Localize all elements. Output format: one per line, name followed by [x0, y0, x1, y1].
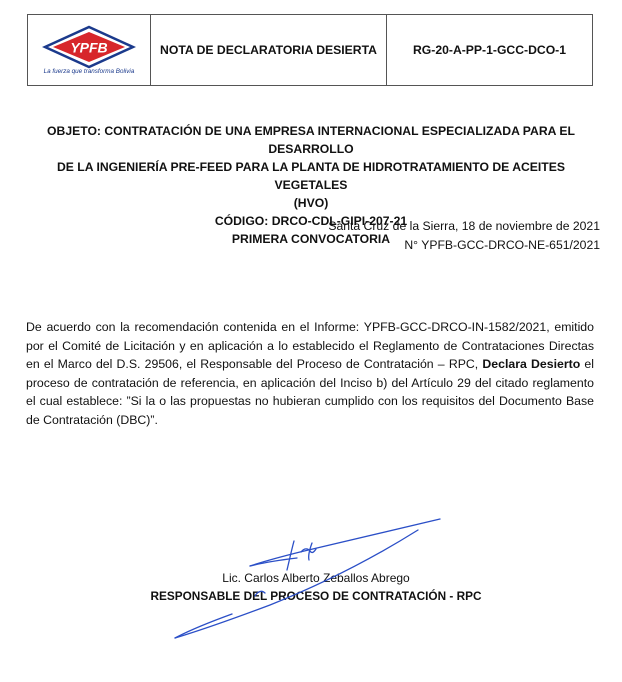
codigo-line: CÓDIGO: DRCO-CDL-GIPI-207-21 — [214, 214, 408, 228]
body-paragraph — [26, 318, 594, 430]
logo-tagline: La fuerza que transforma Bolivia — [43, 68, 135, 75]
objeto-line-2: DE LA INGENIERÍA PRE-FEED PARA LA PLANTA DE HIDROTRATAMIENTO DE ACEITES VEGETALES — [56, 160, 566, 192]
logo-cell — [28, 15, 151, 86]
objeto-line-3: (HVO) — [293, 196, 329, 210]
objeto-line-1: OBJETO: CONTRATACIÓN DE UNA EMPRESA INTERNACIONAL ESPECIALIZADA PARA EL DESARROLLO — [47, 124, 575, 156]
document-title: NOTA DE DECLARATORIA DESIERTA — [151, 15, 387, 86]
signer-name: Lic. Carlos Alberto Zeballos Abrego — [222, 571, 410, 585]
document-code: RG-20-A-PP-1-GCC-DCO-1 — [387, 15, 593, 86]
convocatoria-line: PRIMERA CONVOCATORIA — [231, 232, 391, 246]
ypfb-logo — [42, 25, 136, 69]
body-part-2: el proceso de contratación de referencia, en aplicación del Inciso b) del Artículo 29 del citado reglamento el cual establece: ”Si la o las propuestas no hubieran cumplido con los requisitos del Documento Base de Contratación (DBC)”. — [26, 357, 594, 427]
signer-role: RESPONSABLE DEL PROCESO DE CONTRATACIÓN - RPC — [150, 589, 482, 603]
header-table — [27, 14, 593, 86]
note-number: N° YPFB-GCC-DRCO-NE-651/2021 — [404, 238, 600, 252]
body-part-1: De acuerdo con la recomendación contenida en el Informe: YPFB-GCC-DRCO-IN-1582/2021, emitido por el Comité de Licitación y en aplicación a lo establecido el Reglamento de Contrataciones Directas en el Marco del D.S. 29506, el Responsable del Proceso de Contratación – RPC, — [26, 320, 594, 372]
body-bold: Declara Desierto — [482, 357, 581, 372]
logo-text: YPFB — [70, 39, 108, 56]
place-date-block — [328, 217, 600, 255]
place-date: Santa Cruz de la Sierra, 18 de noviembre de 2021 — [328, 219, 600, 233]
